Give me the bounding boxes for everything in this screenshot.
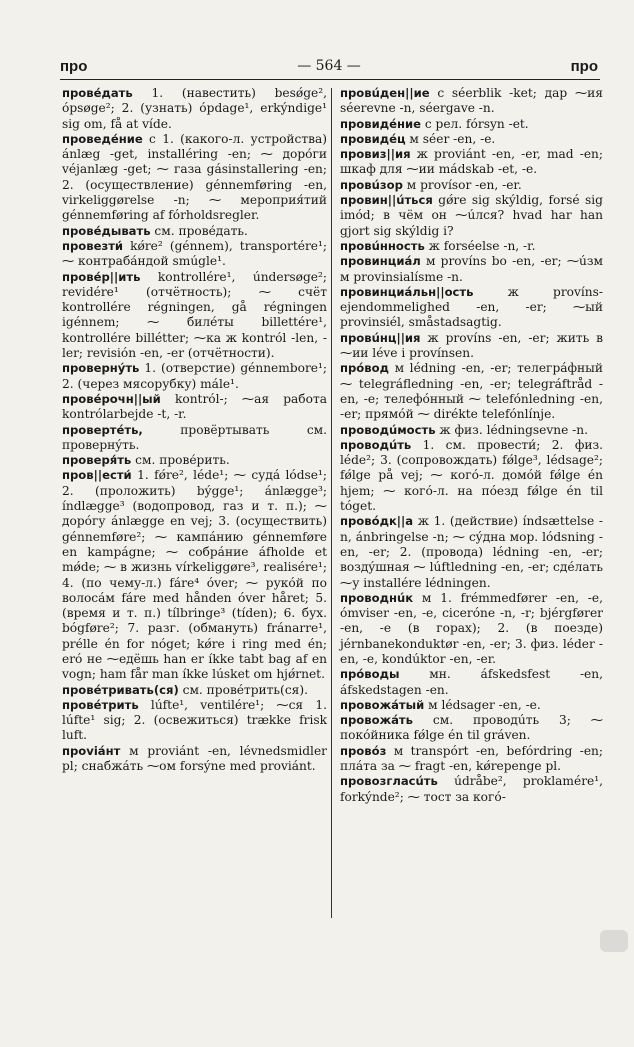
dictionary-entry: провúзор м provísor -en, -er. xyxy=(340,177,522,192)
dictionary-entry: проверя́ть см. прове́рить. xyxy=(62,453,230,468)
left-guide-word: про xyxy=(60,58,88,75)
dictionary-entry: пров||ести́ 1. fǿre², léde¹; ⁓ судá lódse¹; 2. (проложить) býgge¹; ánlægge³; índlægge³ (водопровод, газ и т. п.); ⁓ дорóгу ánlægge en vej; 3. (осуществить) génnemføre²; ⁓ кампáнию génnemføre en kampágne; ⁓ собрáние áfholde et mǿde; ⁓ в жизнь vírkeliggøre³, realisére¹; 4. (по чему-л.) fáre⁴ óver; ⁓ рукóй по волосáм fáre med hånden óver håret; 5. (время и т. п.) tílbringe³ (tíden); 6. бух. bógføre²; 7. разг. (обмануть) fránarre¹, prélle én for nóget; kǿre i ring med én; eró не ⁓едёшь han er íkke tabt bag af en vogn; ham får man íkke lúsket om hjǿrnet. xyxy=(62,468,327,682)
left-column xyxy=(62,86,327,774)
headword: прове́дать xyxy=(62,86,133,100)
headword: провернýть xyxy=(62,361,140,376)
dictionary-entry: провúнность ж forséelse -n, -r. xyxy=(340,238,536,253)
headword: проводнúк xyxy=(340,590,414,605)
dictionary-entry: провозгласúть údråbe², proklamére¹, forkýnde²; ⁓ тост за когó- xyxy=(340,774,603,804)
right-guide-word: про xyxy=(570,58,598,75)
dictionary-entry: провидéц м séer -en, -e. xyxy=(340,131,496,146)
dictionary-entry: провернýть 1. (отверстие) génnembore¹; 2. (через мясорубку) mále¹. xyxy=(62,361,327,391)
dictionary-entry: провúнц||ия ж províns -en, -er; жить в ⁓ии léve i provínsen. xyxy=(340,330,603,361)
headword: проверя́ть xyxy=(62,453,132,468)
headword: провéтривать(ся) xyxy=(62,682,179,697)
headword: прове́р||ить xyxy=(62,269,141,284)
headword: прове́дывать xyxy=(62,223,151,238)
dictionary-entry: провéтрить lúfte¹, ventilére¹; ⁓ся 1. lúfte¹ sig; 2. (освежиться) trække frisk luft. xyxy=(62,697,327,743)
headword: прóвод xyxy=(340,361,389,376)
headword: провинциáл xyxy=(340,254,421,269)
headword: провинциáльн||ость xyxy=(340,284,474,299)
header-rule xyxy=(60,79,600,80)
dictionary-entry: провúден||ие с séerblik -ket; дар ⁓ия séerevne -n, séergave -n. xyxy=(340,86,603,116)
dictionary-entry: провиз||ия ж proviánt -en, -er, mad -en; шкаф для ⁓ии mádskab -et, -e. xyxy=(340,147,603,177)
dictionary-entry: провин||úться gǿre sig skýldig, forsé sig imód; в чём он ⁓úлся? hvad har han gjort sig skýldig i? xyxy=(340,193,603,238)
headword: провиз||ия xyxy=(340,147,411,162)
dictionary-entry: проводúмость ж физ. lédningsevne -n. xyxy=(340,422,589,437)
headword: проviáнт xyxy=(62,743,121,758)
headword: провожáть xyxy=(340,713,413,728)
dictionary-entry: прове́дывать см. прове́дать. xyxy=(62,223,248,238)
running-head xyxy=(60,58,598,78)
headword: провин||úться xyxy=(340,193,433,208)
headword: провéтрить xyxy=(62,697,139,712)
dictionary-entry: прóводы мн. áfskedsfest -en, áfskedstagen -en. xyxy=(340,667,603,697)
dictionary-entry: провертéть, провёртывать см. провернýть. xyxy=(62,422,327,452)
dictionary-entry: провóдк||а ж 1. (действие) índsættelse -n, ánbringelse -n; ⁓ сýдна мор. lódsning -en, -er; 2. (провода) lédning -en, -er; воздýшная ⁓ lúftledning -en, -er; сдéлать ⁓у installére lédningen. xyxy=(340,514,603,590)
dictionary-entry: проведе́ние с 1. (какого-л. устройства) ánlæg -get, installéring -en; ⁓ доро́ги véjanlæg -get; ⁓ газа gásinstallering -en; 2. (осуществление) génnemføring -en, virkeliggørelse -n; ⁓ мероприя́тий génnemføring af fórholdsregler. xyxy=(62,131,327,223)
dictionary-entry: проводúть 1. см. провести́; 2. физ. léde²; 3. (сопровождать) fǿlge³, lédsage²; fǿlge på vej; ⁓ когó-л. домóй fǿlge én hjem; ⁓ когó-л. на пóезд fǿlge én til tóget. xyxy=(340,437,603,514)
headword: провóз xyxy=(340,743,387,758)
headword: провóдк||а xyxy=(340,514,414,529)
headword: проведе́ние xyxy=(62,131,143,146)
headword: провидéние xyxy=(340,116,421,131)
headword: провезти́ xyxy=(62,238,124,253)
dictionary-entry: провóз м transpórt -en, befórdring -en; плáта за ⁓ fragt -en, kǿrepenge pl. xyxy=(340,743,603,774)
headword: провúден||ие xyxy=(340,86,430,100)
column-divider xyxy=(331,88,332,918)
headword: провертéть, xyxy=(62,422,143,437)
headword: прове́рочн||ый xyxy=(62,391,161,406)
dictionary-entry: провожáтый м lédsager -en, -e. xyxy=(340,697,541,712)
dictionary-entry: провинциáльн||ость ж províns-ejendommelighed -en, -er; ⁓ый provinsiél, småstadsagtig. xyxy=(340,284,603,330)
page-number: — 564 — xyxy=(297,58,361,74)
dictionary-entry: прове́р||ить kontrollére¹, úndersøge²; revidére¹ (отчётность); ⁓ счёт kontrollére régningen, gå régningen igénnem; ⁓ биле́ты billettére¹, kontrollére billétter; ⁓ка ж kontról -len, -ler; revisión -en, -er (отчётности). xyxy=(62,269,327,361)
dictionary-entry: прóвод м lédning -en, -er; телегрáфный ⁓ telegráfledning -en, -er; telegráftråd -en, -e; телефóнный ⁓ telefónledning -en, -er; прямóй ⁓ dirékte telefónlínje. xyxy=(340,361,603,422)
headword: провúнц||ия xyxy=(340,330,421,345)
headword: провозгласúть xyxy=(340,774,438,789)
dictionary-entry: провожáть см. проводúть 3; ⁓ покóйника fǿlge én til gráven. xyxy=(340,713,603,743)
headword: провúнность xyxy=(340,238,425,253)
dictionary-entry: провидéние с рел. fórsyn -et. xyxy=(340,116,529,131)
headword: проводúть xyxy=(340,437,412,452)
dictionary-entry: прове́рочн||ый kontról-; ⁓ая работа kontrólarbejde -t, -r. xyxy=(62,391,327,422)
dictionary-entry: провинциáл м províns bo -en, -er; ⁓úзм м provinsialísme -n. xyxy=(340,254,603,284)
dictionary-entry: провезти́ kǿre² (génnem), transportére¹; ⁓ контраба́ндой smúgle¹. xyxy=(62,238,327,269)
headword: пров||ести́ xyxy=(62,468,132,483)
scan-artifact xyxy=(600,930,628,952)
right-column xyxy=(340,86,603,805)
dictionary-entry: провéтривать(ся) см. провéтрить(ся). xyxy=(62,682,308,697)
headword: провúзор xyxy=(340,177,403,192)
dictionary-entry: проводнúк м 1. frémmedfører -en, -e, ómviser -en, -e, ciceróne -n, -r; bjérgfører -en, -e (в горах); 2. (в поезде) jérnbanekonduktør -en, -er; 3. физ. léder -en, -e, kondúktor -en, -er. xyxy=(340,590,603,666)
headword: провидéц xyxy=(340,131,406,146)
dictionary-entry: проviáнт м proviánt -en, lévnedsmidler pl; снабжáть ⁓ом forsýne med proviánt. xyxy=(62,743,327,774)
headword: проводúмость xyxy=(340,422,436,437)
headword: провожáтый xyxy=(340,697,425,712)
dictionary-entry: прове́дать 1. (навестить) besǿge², ópsøge²; 2. (узнать) ópdage¹, erkýndige¹ sig om, få at víde. xyxy=(62,86,327,131)
headword: прóводы xyxy=(340,667,400,682)
